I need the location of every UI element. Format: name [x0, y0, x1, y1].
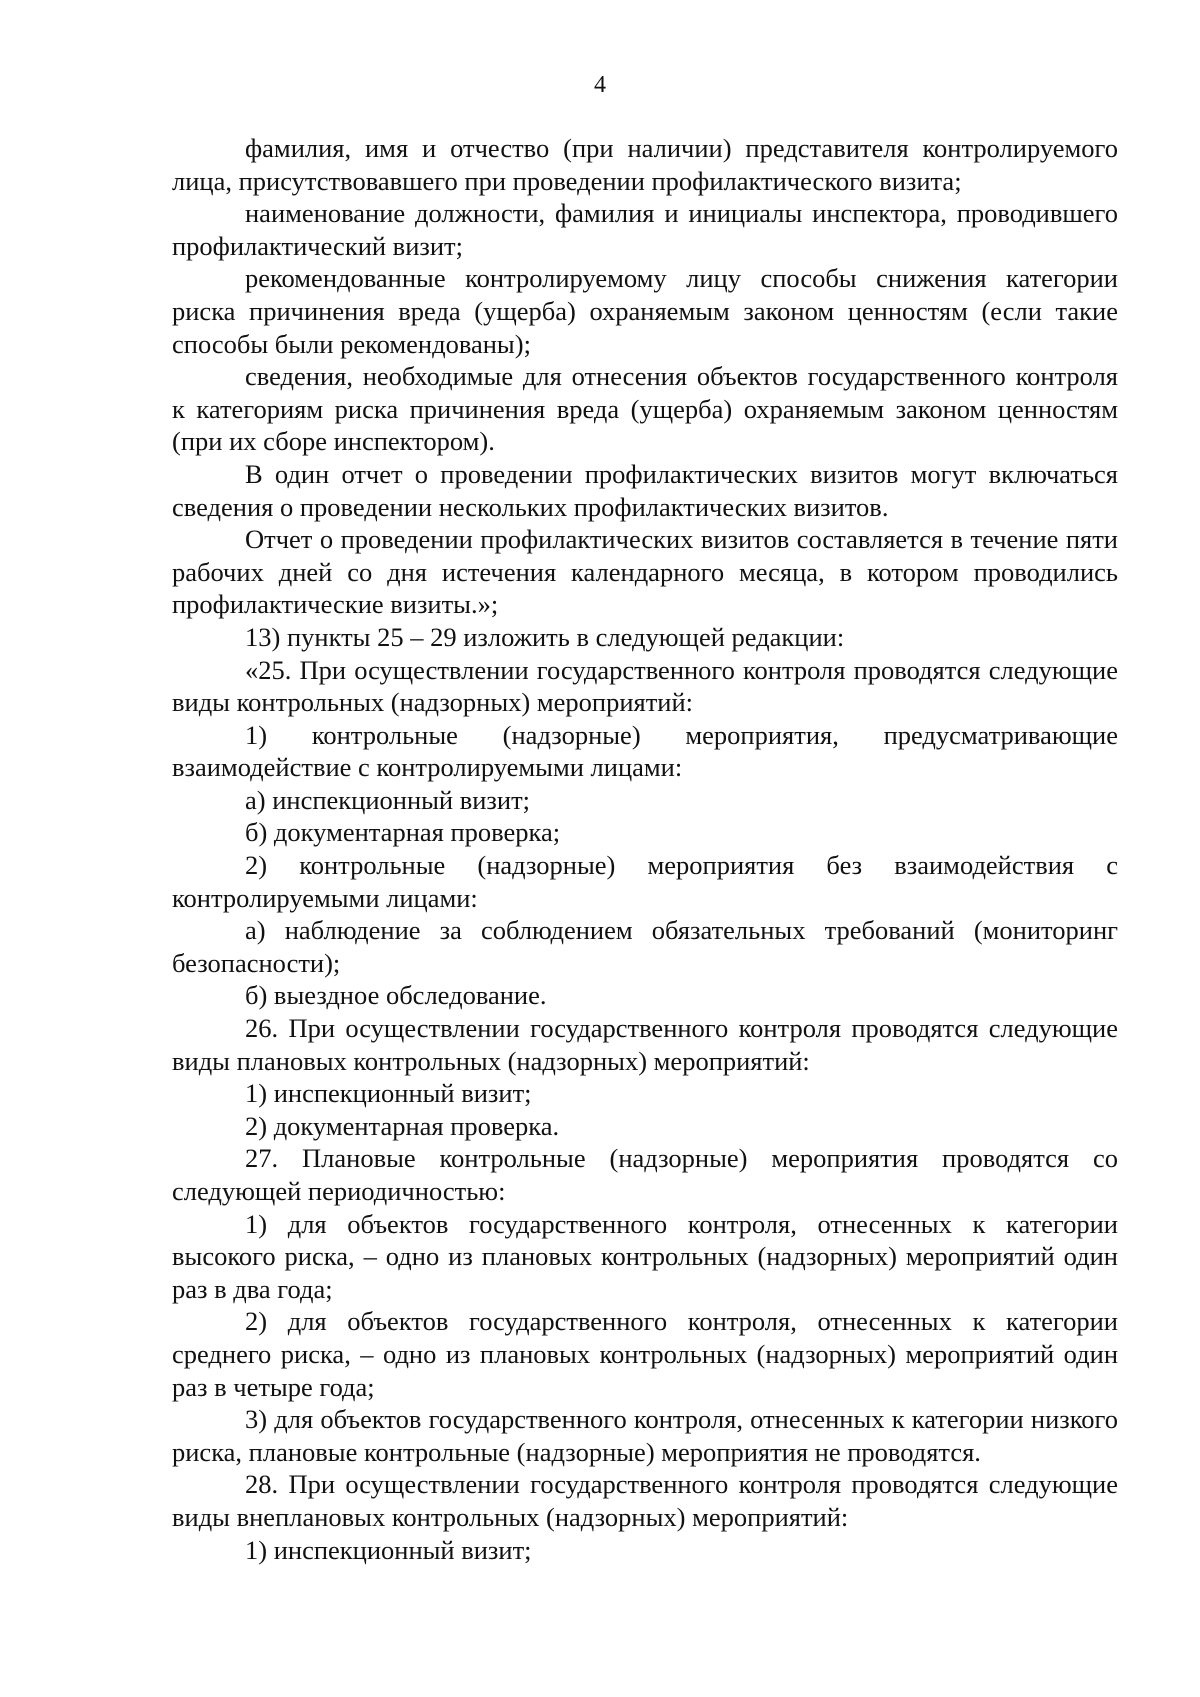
paragraph: В один отчет о проведении профилактических визитов могут включаться сведения о проведении нескольких профилактических визитов.	[172, 458, 1118, 522]
paragraph: 1) контрольные (надзорные) мероприятия, предусматривающие взаимодействие с контролируемыми лицами:	[172, 719, 1118, 783]
paragraph: б) выездное обследование.	[245, 980, 547, 1011]
paragraph: а) наблюдение за соблюдением обязательных требований (мониторинг безопасности);	[172, 915, 1118, 978]
paragraph: наименование должности, фамилия и инициалы инспектора, проводившего профилактический визит;	[172, 198, 1118, 261]
paragraph: 3) для объектов государственного контроля, отнесенных к категории низкого риска, плановые контрольные (надзорные) мероприятия не проводятся.	[172, 1404, 1118, 1467]
paragraph: рекомендованные контролируемому лицу способы снижения категории риска причинения вреда (ущерба) охраняемым законом ценностям (если такие способы были рекомендованы);	[172, 263, 1118, 359]
page-number: 4	[594, 72, 606, 98]
paragraph: 1) инспекционный визит;	[245, 1078, 532, 1109]
paragraph: 2) для объектов государственного контроля, отнесенных к категории среднего риска, – одно из плановых контрольных (надзорных) мероприятий один раз в четыре года;	[172, 1306, 1118, 1402]
paragraph: фамилия, имя и отчество (при наличии) представителя контролируемого лица, присутствовавшего при проведении профилактического визита;	[172, 133, 1118, 196]
paragraph: 13) пункты 25 – 29 изложить в следующей редакции:	[245, 621, 845, 652]
paragraph: 28. При осуществлении государственного контроля проводятся следующие виды внеплановых контрольных (надзорных) мероприятий:	[172, 1469, 1118, 1532]
paragraph: 1) инспекционный визит;	[245, 1534, 532, 1565]
paragraph: б) документарная проверка;	[245, 817, 561, 848]
document-body	[172, 132, 1118, 1566]
paragraph: сведения, необходимые для отнесения объектов государственного контроля к категориям риска причинения вреда (ущерба) охраняемым законом ценностям (при их сборе инспектором).	[172, 361, 1118, 457]
paragraph: 2) контрольные (надзорные) мероприятия без взаимодействия с контролируемыми лицами:	[172, 850, 1118, 913]
paragraph: 27. Плановые контрольные (надзорные) мероприятия проводятся со следующей периодичностью:	[172, 1143, 1118, 1206]
paragraph: 2) документарная проверка.	[245, 1110, 560, 1141]
paragraph: а) инспекционный визит;	[245, 784, 531, 815]
paragraph: «25. При осуществлении государственного контроля проводятся следующие виды контрольных (надзорных) мероприятий:	[172, 654, 1118, 718]
paragraph: 1) для объектов государственного контроля, отнесенных к категории высокого риска, – одно из плановых контрольных (надзорных) мероприятий один раз в два года;	[172, 1208, 1118, 1304]
paragraph: 26. При осуществлении государственного контроля проводятся следующие виды плановых контрольных (надзорных) мероприятий:	[172, 1013, 1118, 1076]
paragraph: Отчет о проведении профилактических визитов составляется в течение пяти рабочих дней со дня истечения календарного месяца, в котором проводились профилактические визиты.»;	[172, 524, 1118, 620]
